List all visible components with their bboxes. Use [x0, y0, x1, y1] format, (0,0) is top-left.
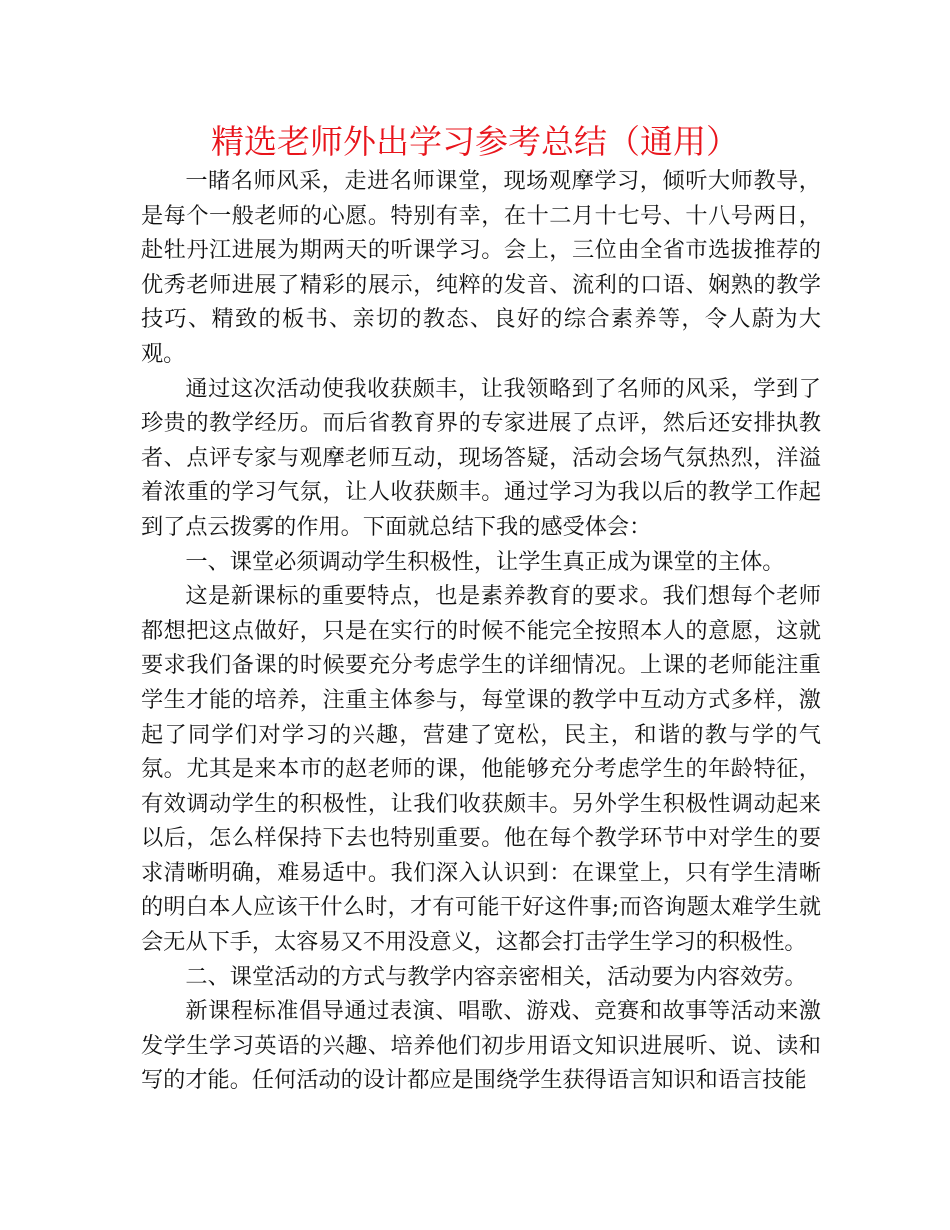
paragraph: 新课程标准倡导通过表演、唱歌、游戏、竞赛和故事等活动来激发学生学习英语的兴趣、培养他们初步用语文知识进展听、说、读和写的才能。任何活动的设计都应是围绕学生获得语言知识和语言技能 — [141, 998, 821, 1094]
paragraph: 这是新课标的重要特点，也是素养教育的要求。我们想每个老师都想把这点做好，只是在实行的时候不能完全按照本人的意愿，这就要求我们备课的时候要充分考虑学生的详细情况。上课的老师能注重学生才能的培养，注重主体参与，每堂课的教学中互动方式多样，激起了同学们对学习的兴趣，营建了宽松，民主，和谐的教与学的气氛。尤其是来本市的赵老师的课，他能够充分考虑学生的年龄特征，有效调动学生的积极性，让我们收获颇丰。另外学生积极性调动起来以后，怎么样保持下去也特别重要。他在每个教学环节中对学生的要求清晰明确，难易适中。我们深入认识到：在课堂上，只有学生清晰的明白本人应该干什么时，才有可能干好这件事;而咨询题太难学生就会无从下手，太容易又不用没意义，这都会打击学生学习的积极性。 — [141, 583, 821, 956]
paragraph: 通过这次活动使我收获颇丰，让我领略到了名师的风采，学到了珍贵的教学经历。而后省教育界的专家进展了点评，然后还安排执教者、点评专家与观摩老师互动，现场答疑，活动会场气氛热烈，洋溢着浓重的学习气氛，让人收获颇丰。通过学习为我以后的教学工作起到了点云拨雾的作用。下面就总结下我的感受体会： — [141, 375, 821, 540]
document-title: 精选老师外出学习参考总结（通用） — [211, 122, 739, 161]
section-heading: 二、课堂活动的方式与教学内容亲密相关，活动要为内容效劳。 — [185, 963, 807, 990]
section-heading: 一、课堂必须调动学生积极性，让学生真正成为课堂的主体。 — [185, 548, 785, 575]
document-body — [141, 164, 821, 1098]
paragraph: 一睹名师风采，走进名师课堂，现场观摩学习，倾听大师教导，是每个一般老师的心愿。特别有幸，在十二月十七号、十八号两日，赴牡丹江进展为期两天的听课学习。会上，三位由全省市选拔推荐的优秀老师进展了精彩的展示，纯粹的发音、流利的口语、娴熟的教学技巧、精致的板书、亲切的教态、良好的综合素养等，令人蔚为大观。 — [141, 168, 821, 367]
